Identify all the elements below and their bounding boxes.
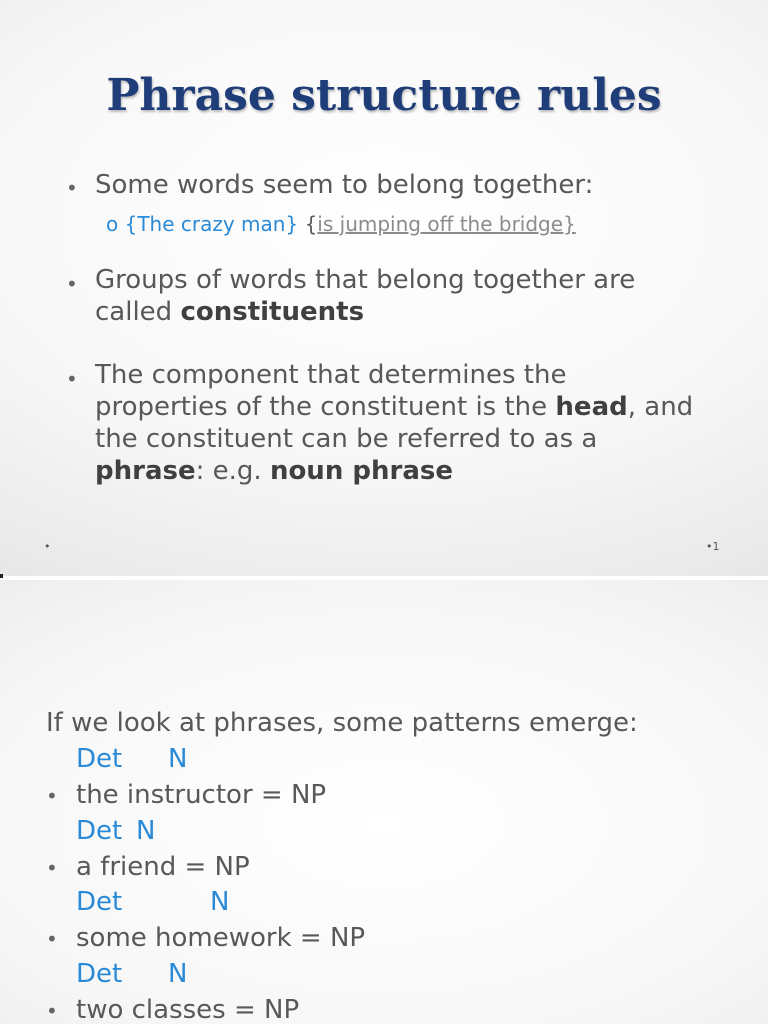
bullet-marker: • xyxy=(66,176,78,200)
example-phrase: some homework = NP xyxy=(76,923,366,953)
term-constituents: constituents xyxy=(180,297,365,327)
example-phrase: a friend = NP xyxy=(76,852,250,882)
det-label: Det xyxy=(76,887,123,917)
bullet-2-text: called xyxy=(95,297,181,327)
bullet-marker: • xyxy=(66,272,78,296)
det-label: Det xyxy=(76,816,123,846)
bullet-marker: • xyxy=(46,927,58,951)
example-phrase: two classes = NP xyxy=(76,995,300,1024)
term-phrase: phrase xyxy=(95,456,196,486)
n-label: N xyxy=(168,959,188,989)
bullet-3-line-3: the constituent can be referred to as a xyxy=(95,424,598,454)
term-noun-phrase: noun phrase xyxy=(269,456,453,486)
slide-2 xyxy=(0,580,768,1024)
bullet-marker: • xyxy=(66,367,78,391)
slide-title: Phrase structure rules xyxy=(106,70,662,121)
example-phrase: the instructor = NP xyxy=(76,780,327,810)
bullet-2-line-1: Groups of words that belong together are xyxy=(95,265,636,295)
bullet-1-text: Some words seem to belong together: xyxy=(95,170,594,200)
n-label: N xyxy=(168,744,188,774)
n-label: N xyxy=(210,887,230,917)
det-label: Det xyxy=(76,744,123,774)
bullet-3-line-1: The component that determines the xyxy=(95,360,567,390)
constituent-example-2-link[interactable]: is jumping off the bridge} xyxy=(317,212,576,236)
bullet-3-line-2 xyxy=(95,392,693,422)
bullet-marker: • xyxy=(46,999,58,1023)
eg-text: : e.g. xyxy=(195,456,270,486)
bullet-marker: • xyxy=(46,784,58,808)
sub-bullet xyxy=(106,212,576,236)
bullet-marker: • xyxy=(46,856,58,880)
brace: { xyxy=(304,212,318,236)
page-number: 1 xyxy=(712,540,720,553)
separator-mark xyxy=(0,574,3,578)
bullet-3-line-4 xyxy=(95,456,453,486)
n-label: N xyxy=(136,816,156,846)
det-label: Det xyxy=(76,959,123,989)
bullet-3-text-post: , and xyxy=(627,392,694,422)
slide-2-intro: If we look at phrases, some patterns emerge: xyxy=(46,708,638,738)
bullet-3-text: properties of the constituent is the xyxy=(95,392,556,422)
bullet-2-line-2 xyxy=(95,297,364,327)
footer-bullet: • xyxy=(44,540,51,553)
term-head: head xyxy=(555,392,628,422)
footer-page-number: •1 xyxy=(706,540,720,553)
sub-bullet-marker: o xyxy=(106,212,119,236)
constituent-example-1: {The crazy man} xyxy=(124,212,299,236)
